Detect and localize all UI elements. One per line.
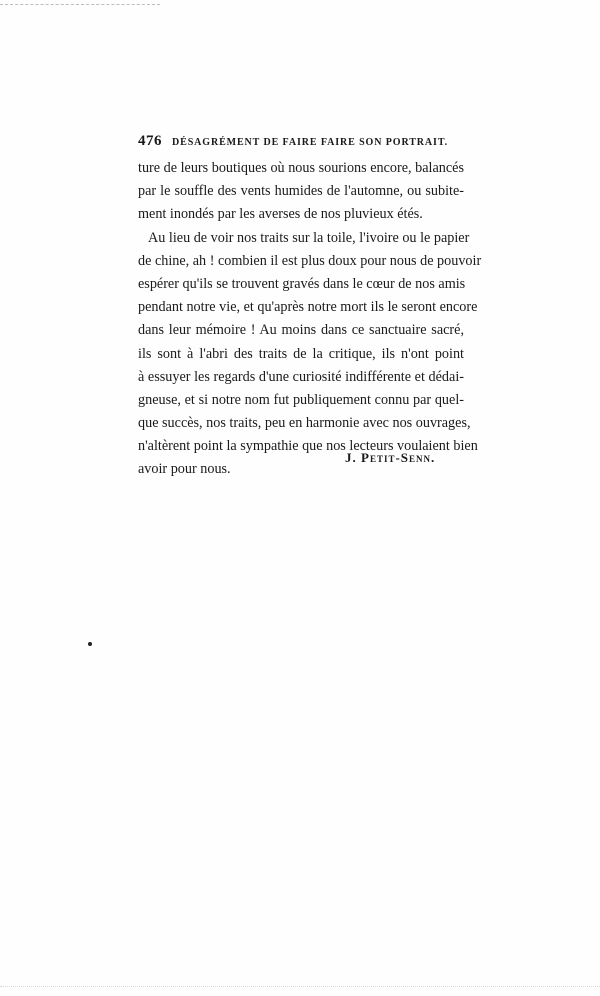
- text-line: dans leur mémoire ! Au moins dans ce sanctuaire sacré,: [138, 322, 464, 339]
- text-line: pendant notre vie, et qu'après notre mort ils le seront encore: [138, 299, 478, 316]
- text-line: ils sont à l'abri des traits de la critique, ils n'ont point: [138, 345, 464, 362]
- text-line: gneuse, et si notre nom fut publiquement connu par quel-: [138, 391, 464, 408]
- author-signature: J. Petit-Senn.: [345, 450, 436, 465]
- ink-speck: [88, 642, 92, 646]
- text-line: à essuyer les regards d'une curiosité indifférente et dédai-: [138, 368, 464, 385]
- text-line: ture de leurs boutiques où nous sourions encore, balancés: [138, 160, 464, 176]
- scan-edge-artifact: [0, 4, 160, 5]
- text-line: n'altèrent point la sympathie que nos lecteurs voulaient bien: [138, 438, 478, 455]
- text-line: par le souffle des vents humides de l'automne, ou subite-: [138, 183, 464, 200]
- scan-edge-artifact: [0, 986, 600, 987]
- text-line: avoir pour nous.: [138, 461, 231, 478]
- text-line: que succès, nos traits, peu en harmonie avec nos ouvrages,: [138, 415, 471, 432]
- text-line: de chine, ah ! combien il est plus doux pour nous de pouvoir: [138, 252, 482, 269]
- page-number: 476: [138, 133, 162, 149]
- running-title: DÉSAGRÉMENT DE FAIRE FAIRE SON PORTRAIT.: [172, 137, 449, 148]
- text-line: espérer qu'ils se trouvent gravés dans le cœur de nos amis: [138, 275, 466, 292]
- text-line: ment inondés par les averses de nos pluvieux étés.: [138, 206, 423, 223]
- body-text: [138, 157, 482, 482]
- text-line: Au lieu de voir nos traits sur la toile, l'ivoire ou le papier: [148, 229, 470, 246]
- running-head: [138, 133, 468, 150]
